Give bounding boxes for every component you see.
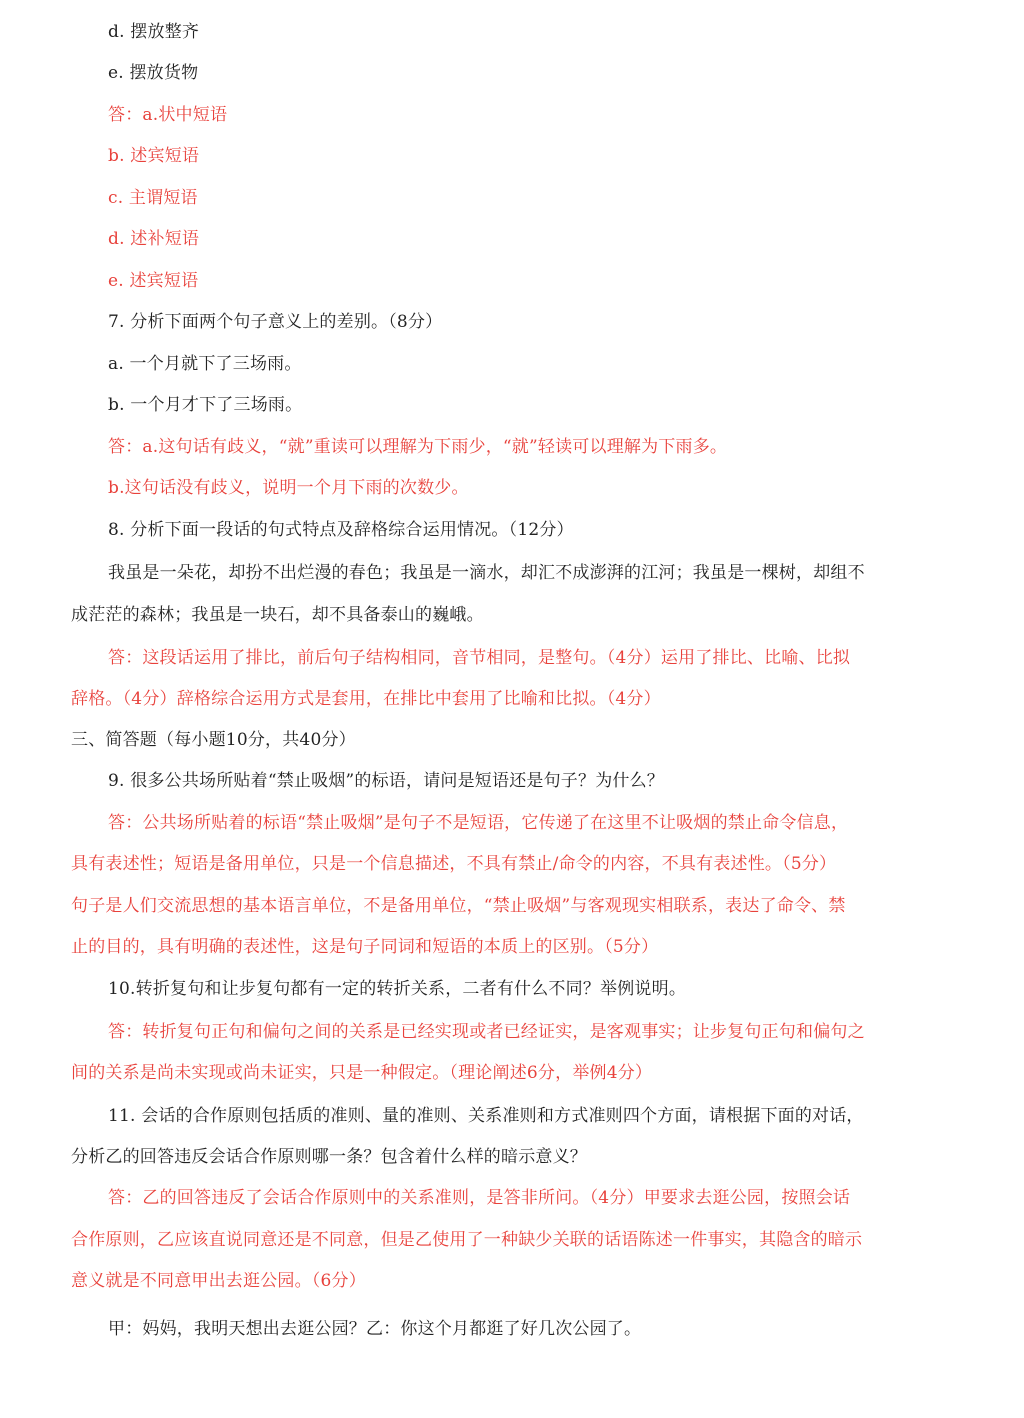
question-9-answer-line-3: 句子是人们交流思想的基本语言单位，不是备用单位，“禁止吸烟”与客观现实相联系，表达了命令、禁 — [71, 896, 846, 916]
answer-c-text: c. 主谓短语 — [108, 188, 198, 208]
question-7-heading: 7. 分析下面两个句子意义上的差别。（8分） — [108, 312, 443, 332]
question-7-answer-b: b.这句话没有歧义，说明一个月下雨的次数少。 — [108, 478, 469, 498]
question-8-passage-line-2: 成茫茫的森林；我虽是一块石，却不具备泰山的巍峨。 — [71, 605, 484, 625]
question-11-heading-line-1: 11. 会话的合作原则包括质的准则、量的准则、关系准则和方式准则四个方面，请根据下面的对话， — [108, 1106, 864, 1126]
question-7-answer-a: 答：a.这句话有歧义，“就”重读可以理解为下雨少，“就”轻读可以理解为下雨多。 — [108, 437, 728, 457]
option-d-text: d. 摆放整齐 — [108, 22, 200, 42]
question-11-answer-line-3: 意义就是不同意甲出去逛公园。（6分） — [71, 1271, 366, 1291]
option-e-text: e. 摆放货物 — [108, 63, 199, 83]
question-8-heading: 8. 分析下面一段话的句式特点及辞格综合运用情况。（12分） — [108, 520, 574, 540]
section-3-heading: 三、简答题（每小题10分，共40分） — [71, 730, 356, 750]
question-10-answer-line-1: 答：转折复句正句和偏句之间的关系是已经实现或者已经证实，是客观事实；让步复句正句和偏句之 — [108, 1022, 865, 1042]
question-7-sentence-a: a. 一个月就下了三场雨。 — [108, 354, 302, 374]
question-10-heading: 10.转折复句和让步复句都有一定的转折关系，二者有什么不同？举例说明。 — [108, 979, 687, 999]
question-10-answer-line-2: 间的关系是尚未实现或尚未证实，只是一种假定。（理论阐述6分，举例4分） — [71, 1063, 653, 1083]
question-11-answer-line-2: 合作原则，乙应该直说同意还是不同意，但是乙使用了一种缺少关联的话语陈述一件事实，其隐含的暗示 — [71, 1230, 863, 1250]
question-9-answer-line-1: 答：公共场所贴着的标语“禁止吸烟”是句子不是短语，它传递了在这里不让吸烟的禁止命令信息， — [108, 813, 849, 833]
answer-d-text: d. 述补短语 — [108, 229, 200, 249]
question-9-heading: 9. 很多公共场所贴着“禁止吸烟”的标语，请问是短语还是句子？为什么？ — [108, 771, 665, 791]
question-8-answer-line-1: 答：这段话运用了排比，前后句子结构相同，音节相同，是整句。（4分）运用了排比、比喻、比拟 — [108, 648, 851, 668]
question-7-sentence-b: b. 一个月才下了三场雨。 — [108, 395, 303, 415]
question-11-heading-line-2: 分析乙的回答违反会话合作原则哪一条？包含着什么样的暗示意义？ — [71, 1147, 587, 1167]
question-8-passage-line-1: 我虽是一朵花，却扮不出烂漫的春色；我虽是一滴水，却汇不成澎湃的江河；我虽是一棵树，却组不 — [108, 563, 865, 583]
answer-e-text: e. 述宾短语 — [108, 271, 199, 291]
answer-b-text: b. 述宾短语 — [108, 146, 200, 166]
dialogue-text: 甲：妈妈，我明天想出去逛公园？乙：你这个月都逛了好几次公园了。 — [108, 1319, 642, 1339]
question-11-answer-line-1: 答：乙的回答违反了会话合作原则中的关系准则，是答非所问。（4分）甲要求去逛公园，按照会话 — [108, 1188, 851, 1208]
question-9-answer-line-2: 具有表述性；短语是备用单位，只是一个信息描述，不具有禁止/命令的内容，不具有表述性。（5分） — [71, 854, 837, 874]
question-8-answer-line-2: 辞格。（4分）辞格综合运用方式是套用，在排比中套用了比喻和比拟。（4分） — [71, 689, 661, 709]
question-9-answer-line-4: 止的目的，具有明确的表述性，这是句子同词和短语的本质上的区别。（5分） — [71, 937, 659, 957]
answer-a-text: 答：a.状中短语 — [108, 105, 228, 125]
